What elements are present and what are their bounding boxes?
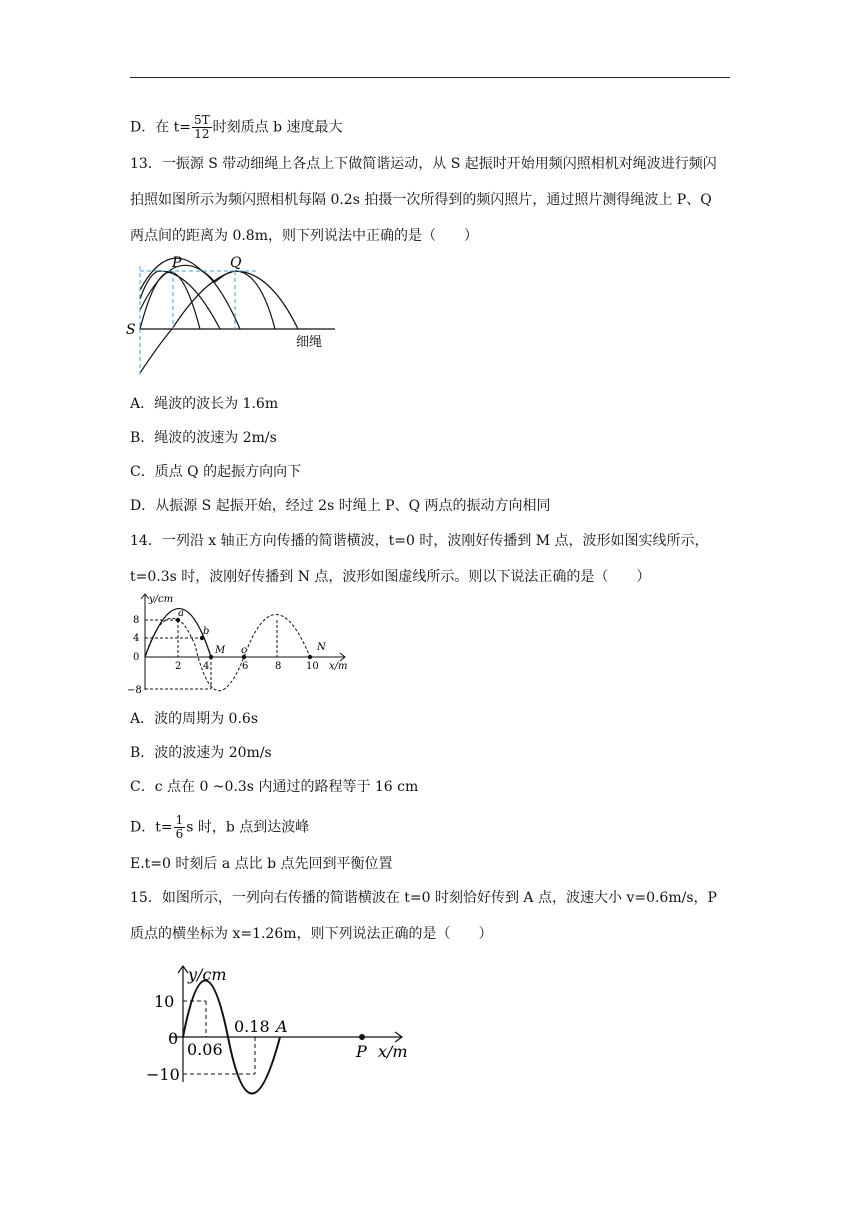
label-0-18: 0.18 [234, 1017, 270, 1036]
wave-snapshot-3 [140, 258, 240, 329]
q13-option-c: C．质点 Q 的起振方向向下 [130, 464, 302, 480]
q14-option-d-prefix: D．t= [130, 819, 173, 836]
x-tick-4: 4 [203, 661, 210, 672]
y-tick-0: 0 [133, 652, 140, 663]
fraction-numerator: 1 [175, 813, 184, 827]
label-m: M [215, 645, 226, 656]
wave-snapshot-4 [140, 265, 275, 329]
label-s: S [126, 322, 136, 338]
x-tick-10: 10 [306, 661, 319, 672]
fraction [174, 814, 186, 841]
fraction-denominator: 6 [175, 827, 184, 841]
label-a: A [276, 1017, 288, 1036]
q14-option-c: C．c 点在 0 ~0.3s 内通过的路程等于 16 cm [130, 779, 419, 795]
label-rope: 细绳 [296, 335, 323, 350]
x-tick-2: 2 [175, 661, 182, 672]
q12-option-d-prefix: D．在 t= [130, 119, 192, 136]
label-p: P [356, 1042, 367, 1061]
x-axis-label: x/m [329, 661, 348, 672]
fraction-numerator: 5T [194, 113, 210, 127]
wave-snapshot-5 [140, 271, 298, 373]
label-neg10: −10 [146, 1065, 180, 1084]
header-rule [130, 77, 730, 78]
q13-option-a: A．绳波的波长为 1.6m [130, 396, 279, 412]
q14-option-b: B．波的波速为 20m/s [130, 745, 272, 761]
label-n: N [317, 642, 326, 653]
q14-option-d [130, 814, 309, 841]
point-m [209, 655, 213, 659]
wave-snapshot-2 [140, 271, 220, 329]
point-p [359, 1034, 365, 1040]
x-axis-label: x/m [378, 1042, 408, 1061]
q12-option-d-suffix: 时刻质点 b 速度最大 [212, 119, 343, 136]
q14-stem: 14．一列沿 x 轴正方向传播的简谐横波，t=0 时，波刚好传播到 M 点，波形如图实线所示，t=0.3s 时，波刚好传播到 N 点，波形如图虚线所示。则以下说法正确的是（ ） [130, 533, 709, 585]
label-q: Q [230, 255, 242, 271]
q15-stem: 15．如图所示，一列向右传播的简谐横波在 t=0 时刻恰好传到 A 点，波速大小 v=0.6m/s，P 质点的横坐标为 x=1.26m，则下列说法正确的是（ ） [130, 890, 717, 942]
dashed-waveform [145, 615, 310, 691]
q13-stem: 13．一振源 S 带动细绳上各点上下做简谐运动，从 S 起振时开始用频闪照相机对绳波进行频闪拍照如图所示为频闪照相机每隔 0.2s 拍摄一次所得到的频闪照片，通过照片测得绳波上 P、Q 两点间的距离为 0.8m，则下列说法中正确的是（ ） [130, 156, 717, 244]
y-axis-label: y/cm [149, 594, 174, 605]
q14-wave-graph [125, 590, 365, 700]
y-tick-8: 8 [133, 615, 140, 626]
q14-option-d-suffix: s 时，b 点到达波峰 [186, 819, 310, 836]
x-tick-6: 6 [242, 661, 249, 672]
label-10: 10 [154, 992, 175, 1011]
q13-option-d: D．从振源 S 起振开始，经过 2s 时绳上 P、Q 两点的振动方向相同 [130, 498, 551, 514]
label-p: P [172, 255, 182, 271]
y-tick-4: 4 [133, 633, 140, 644]
fraction-denominator: 12 [194, 127, 210, 141]
q12-option-d [130, 114, 343, 141]
point-n [308, 655, 312, 659]
y-axis-label: y/cm [188, 965, 227, 984]
label-c: c [241, 645, 247, 656]
label-0-06: 0.06 [187, 1040, 223, 1059]
label-a: a [178, 608, 184, 619]
q14-option-e: E.t=0 时刻后 a 点比 b 点先回到平衡位置 [130, 856, 393, 872]
q13-option-b: B．绳波的波速为 2m/s [130, 430, 277, 446]
q15-wave-graph [140, 960, 420, 1090]
fraction [192, 114, 212, 141]
q13-rope-wave-figure [120, 248, 350, 378]
x-tick-8: 8 [275, 661, 282, 672]
y-tick-neg8: −8 [127, 685, 142, 696]
q14-option-a: A．波的周期为 0.6s [130, 711, 259, 727]
label-b: b [203, 626, 210, 637]
label-0: 0 [168, 1029, 179, 1048]
